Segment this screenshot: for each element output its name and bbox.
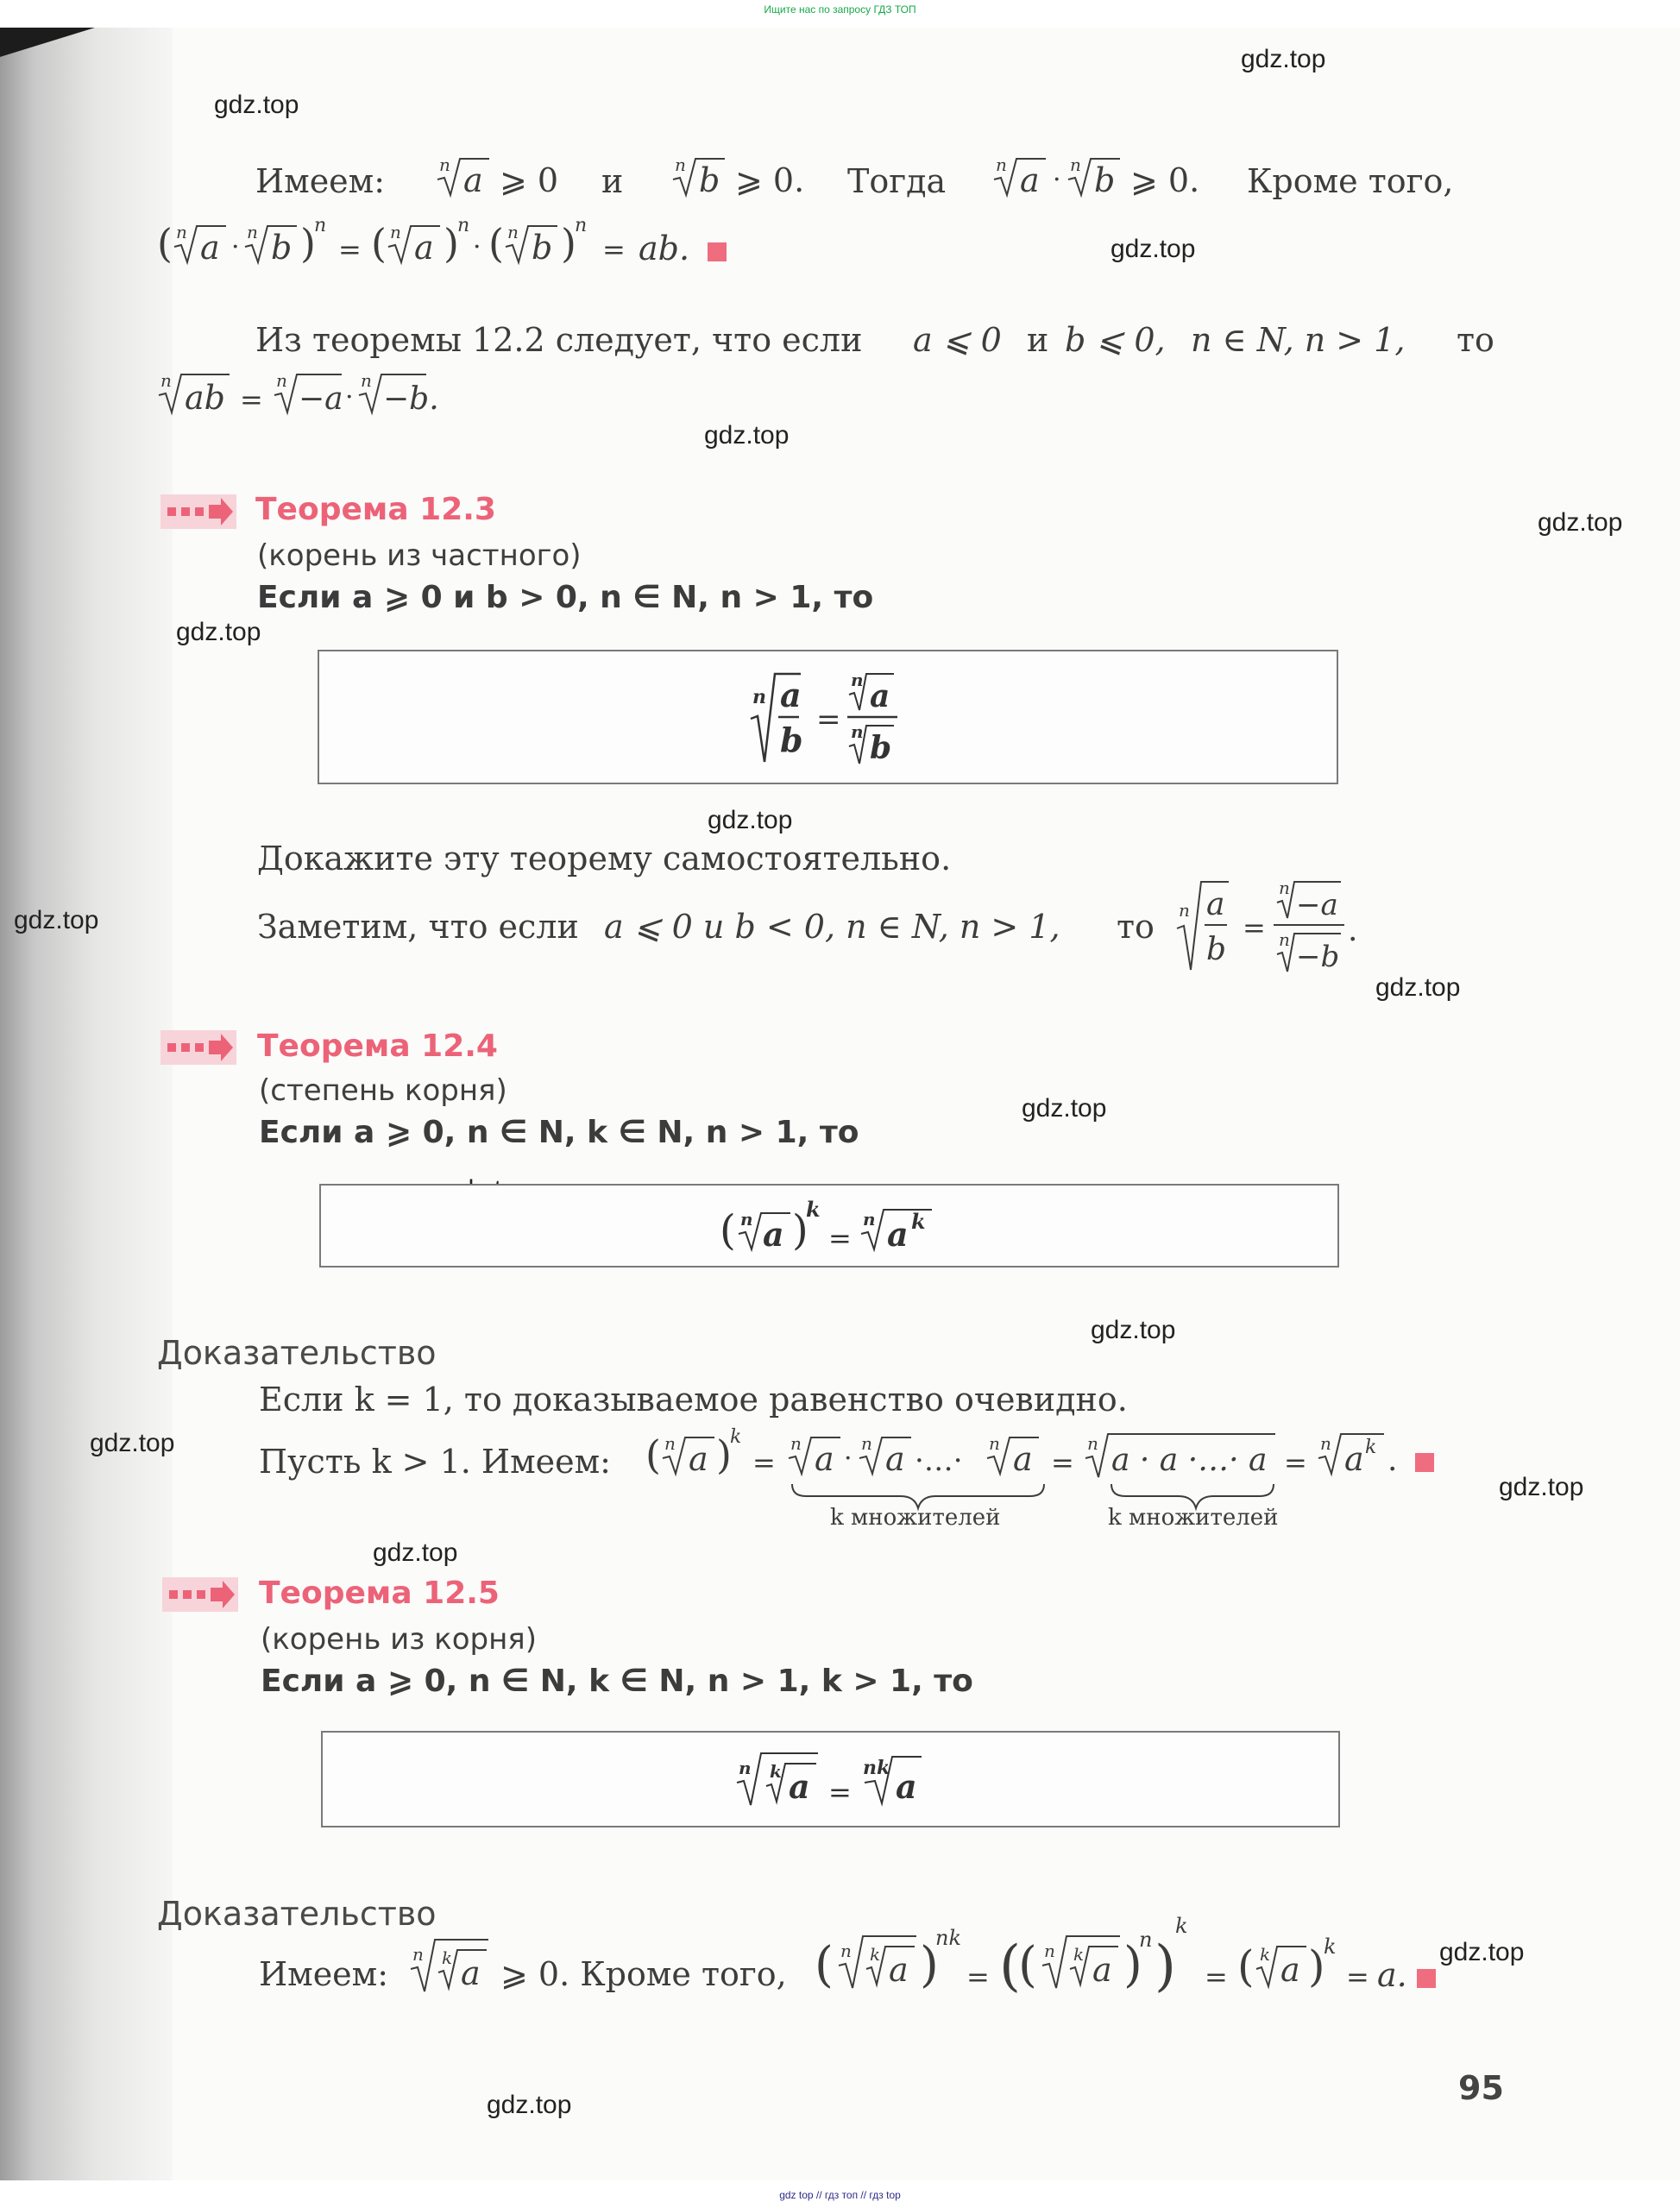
svg-text:=: =: [240, 383, 263, 416]
svg-text:.: .: [1348, 913, 1358, 948]
svg-text:n: n: [740, 1209, 753, 1230]
svg-text:·: ·: [844, 1444, 853, 1474]
svg-text:): ): [1155, 1934, 1176, 1998]
svg-text:): ): [561, 220, 576, 267]
page-number: 95: [1458, 2069, 1504, 2107]
svg-text:⩾ 0: ⩾ 0: [500, 161, 559, 199]
svg-text:b: b: [699, 161, 720, 199]
proof-12-4-line1: Если k = 1, то доказываемое равенство очевидно.: [259, 1381, 1128, 1419]
svg-text:k: k: [806, 1197, 821, 1222]
svg-text:n: n: [989, 1433, 1000, 1454]
theorem-12-4-subtitle: (степень корня): [259, 1073, 507, 1108]
proof-12-4-line2-lead: Пусть k > 1. Имеем:: [259, 1443, 611, 1481]
svg-text:n: n: [1044, 1941, 1055, 1961]
theorem-arrow-icon: [160, 1030, 236, 1065]
svg-text:n: n: [851, 721, 864, 742]
svg-text:n: n: [276, 370, 287, 391]
svg-text:): ): [1123, 1937, 1142, 1993]
svg-text:a: a: [870, 678, 890, 714]
watermark: gdz.top: [704, 421, 790, 450]
svg-text:n: n: [412, 1944, 424, 1965]
proof-heading: Доказательство: [157, 1334, 437, 1372]
watermark: gdz.top: [708, 806, 793, 834]
watermark: gdz.top: [214, 91, 299, 119]
proof-12-5-mid: ⩾ 0. Кроме того,: [500, 1955, 787, 1993]
svg-text:k: k: [442, 1947, 453, 1968]
svg-text:−a: −a: [1296, 888, 1338, 922]
bottom-link-note[interactable]: gdz top // гдз топ // гдз top: [779, 2189, 901, 2201]
p1-equation-end: ab.: [639, 230, 690, 267]
svg-text:n: n: [1279, 878, 1290, 898]
p1-product-power-identity: [157, 212, 675, 276]
svg-text:a: a: [461, 1954, 481, 1992]
svg-text:=: =: [1205, 1960, 1228, 1993]
svg-text:a: a: [896, 1767, 917, 1806]
p2-text: Из теоремы 12.2 следует, что если: [255, 321, 863, 359]
svg-text:·: ·: [473, 232, 481, 262]
note-root-quotient-negative: [1175, 877, 1365, 980]
svg-text:=: =: [1346, 1960, 1369, 1993]
note-then: то: [1117, 908, 1155, 946]
watermark: gdz.top: [373, 1538, 458, 1567]
p2-root-product-negative: [157, 369, 468, 425]
svg-text:a: a: [689, 1440, 708, 1478]
qed-marker: [1417, 1969, 1436, 1991]
svg-text:a: a: [889, 1951, 909, 1989]
svg-text:=: =: [828, 1222, 852, 1255]
svg-text:b: b: [1206, 932, 1227, 967]
prove-yourself-text: Докажите эту теорему самостоятельно.: [257, 840, 952, 878]
svg-text:a: a: [887, 1215, 909, 1254]
svg-text:a: a: [200, 229, 220, 267]
svg-text:n: n: [752, 686, 766, 708]
svg-text:=: =: [828, 1776, 852, 1809]
svg-text:(: (: [999, 1934, 1021, 1998]
power-of-root-formula: [720, 1194, 944, 1263]
theorem-12-3-condition: Если a ⩾ 0 и b > 0, n ∈ N, n > 1, то: [257, 580, 874, 615]
svg-text:n: n: [1070, 154, 1081, 175]
theorem-12-4-title: Теорема 12.4: [257, 1029, 498, 1064]
watermark: gdz.top: [176, 618, 261, 646]
svg-text:=: =: [1051, 1446, 1074, 1479]
svg-text:n: n: [1087, 1433, 1098, 1454]
svg-text:a: a: [1280, 1951, 1300, 1989]
svg-text:b: b: [271, 229, 293, 267]
svg-text:n: n: [1320, 1433, 1331, 1454]
svg-text:a · a ·…· a: a · a ·…· a: [1111, 1443, 1268, 1478]
svg-text:n: n: [390, 222, 401, 242]
theorem-arrow-icon: [160, 494, 236, 529]
svg-text:k: k: [730, 1426, 742, 1448]
proof-12-5-chain: [815, 1909, 1427, 2016]
svg-text:n: n: [575, 215, 588, 236]
p2-then: то: [1457, 321, 1494, 359]
svg-text:a: a: [885, 1440, 905, 1478]
svg-text:a: a: [815, 1440, 834, 1478]
svg-text:.: .: [1387, 1443, 1398, 1478]
svg-text:⩾ 0.: ⩾ 0.: [735, 161, 805, 199]
svg-text:n: n: [361, 370, 372, 391]
qed-marker: [708, 242, 727, 265]
svg-text:n: n: [1139, 1928, 1153, 1952]
svg-text:a.: a.: [1377, 1956, 1407, 1994]
svg-text:n: n: [457, 215, 470, 236]
watermark: gdz.top: [90, 1429, 175, 1457]
svg-text:⩾ 0.: ⩾ 0.: [1130, 161, 1200, 199]
svg-text:(: (: [1237, 1941, 1255, 1991]
svg-text:(: (: [720, 1206, 736, 1255]
note-condition: a ⩽ 0 и b < 0, n ∈ N, n > 1,: [604, 908, 1060, 946]
svg-text:k: k: [770, 1761, 782, 1782]
qed-marker: [1415, 1453, 1434, 1475]
svg-text:a: a: [1020, 161, 1040, 199]
svg-text:b: b: [1094, 161, 1116, 199]
svg-text:=: =: [1243, 911, 1266, 944]
p1-besides: Кроме того,: [1247, 162, 1454, 200]
svg-text:b: b: [780, 720, 803, 759]
theorem-12-3-formula-box: [318, 650, 1338, 784]
page-corner: [0, 28, 95, 57]
svg-text:−b: −b: [1296, 940, 1340, 974]
svg-text:n: n: [675, 154, 686, 175]
theorem-12-3-title: Теорема 12.3: [255, 492, 496, 527]
theorem-12-5-condition: Если a ⩾ 0, n ∈ N, k ∈ N, n > 1, k > 1, то: [261, 1664, 973, 1699]
svg-text:a: a: [1206, 887, 1225, 922]
brace-label-factors: k множителей: [830, 1505, 1001, 1531]
theorem-12-5-subtitle: (корень из корня): [261, 1622, 538, 1657]
svg-text:k: k: [870, 1944, 881, 1965]
p1-then: Тогда: [847, 162, 947, 200]
svg-text:(: (: [488, 220, 504, 267]
watermark: gdz.top: [1111, 235, 1196, 263]
brace-label-factors: k множителей: [1108, 1505, 1279, 1531]
watermark: gdz.top: [1439, 1938, 1525, 1966]
svg-text:a: a: [763, 1215, 784, 1254]
watermark: gdz.top: [1499, 1473, 1584, 1501]
svg-text:b: b: [870, 730, 892, 766]
svg-text:n: n: [160, 370, 172, 391]
svg-text:n: n: [176, 222, 187, 242]
svg-text:(: (: [815, 1937, 834, 1993]
svg-text:a: a: [463, 161, 483, 199]
svg-text:a: a: [414, 229, 434, 267]
svg-text:a: a: [789, 1767, 810, 1806]
svg-text:=: =: [752, 1446, 776, 1479]
proof-heading: Доказательство: [157, 1895, 437, 1933]
svg-text:n: n: [247, 222, 258, 242]
book-spine-shadow: [0, 28, 173, 2180]
svg-text:a: a: [1092, 1951, 1112, 1989]
watermark: gdz.top: [1375, 973, 1461, 1002]
watermark: gdz.top: [1022, 1094, 1107, 1123]
svg-text:n: n: [1179, 900, 1190, 921]
svg-text:·: ·: [345, 382, 354, 412]
svg-text:·: ·: [231, 232, 240, 262]
svg-text:(: (: [157, 220, 173, 267]
svg-text:n: n: [861, 1433, 872, 1454]
svg-text:): ): [444, 220, 459, 267]
svg-text:n: n: [314, 215, 327, 236]
watermark: gdz.top: [487, 2091, 572, 2119]
svg-text:−a: −a: [299, 381, 343, 417]
svg-text:): ): [300, 220, 316, 267]
p1-root-a-nonneg: [436, 154, 574, 205]
svg-text:): ): [716, 1431, 732, 1478]
watermark: gdz.top: [1241, 45, 1326, 73]
proof-12-4-expansion: [645, 1415, 1439, 1532]
note-lead: Заметим, что если: [257, 908, 579, 946]
svg-text:=: =: [816, 702, 841, 737]
svg-text:k: k: [1073, 1944, 1085, 1965]
p2-and: и: [1027, 321, 1049, 359]
svg-text:n: n: [1279, 929, 1290, 950]
root-of-root-formula: [735, 1745, 942, 1817]
svg-text:a: a: [780, 676, 802, 714]
top-search-note[interactable]: Ищите нас по запросу ГДЗ ТОП: [764, 3, 916, 16]
svg-text:k: k: [1175, 1914, 1188, 1938]
watermark: gdz.top: [14, 906, 99, 934]
svg-text:n: n: [739, 1758, 752, 1778]
svg-text:k: k: [911, 1209, 926, 1234]
svg-text:n: n: [851, 670, 864, 690]
p1-root-b-nonneg: [671, 154, 809, 205]
svg-text:k: k: [1365, 1437, 1377, 1458]
svg-text:): ): [792, 1206, 809, 1255]
svg-text:·…·: ·…·: [915, 1444, 963, 1478]
svg-text:k: k: [1324, 1934, 1337, 1959]
theorem-12-4-formula-box: [319, 1184, 1339, 1268]
watermark: gdz.top: [1091, 1316, 1176, 1344]
svg-text:=: =: [1284, 1446, 1307, 1479]
svg-text:n: n: [790, 1433, 802, 1454]
svg-text:n: n: [863, 1209, 876, 1230]
theorem-12-4-condition: Если a ⩾ 0, n ∈ N, k ∈ N, n > 1, то: [259, 1115, 859, 1150]
p1-product-nonneg: [992, 154, 1208, 205]
svg-text:−b.: −b.: [383, 381, 439, 417]
svg-text:=: =: [338, 233, 362, 266]
svg-text:n: n: [439, 154, 450, 175]
svg-text:(: (: [1018, 1937, 1037, 1993]
p1-and: и: [601, 162, 624, 200]
svg-text:ab: ab: [185, 379, 225, 417]
svg-text:n: n: [996, 154, 1007, 175]
svg-text:(: (: [371, 220, 387, 267]
theorem-12-3-subtitle: (корень из частного): [257, 538, 582, 573]
svg-text:a: a: [1013, 1440, 1033, 1478]
svg-text:b: b: [532, 229, 553, 267]
svg-text:n: n: [664, 1433, 676, 1454]
svg-text:=: =: [966, 1960, 990, 1993]
p2-cond-n: n ∈ N, n > 1,: [1191, 321, 1406, 359]
theorem-12-5-title: Теорема 12.5: [259, 1576, 500, 1611]
svg-text:(: (: [645, 1431, 661, 1478]
svg-text:a: a: [1344, 1440, 1364, 1478]
svg-text:=: =: [602, 233, 626, 266]
svg-text:): ): [1308, 1941, 1325, 1991]
svg-text:): ): [920, 1937, 939, 1993]
p2-cond-a: a ⩽ 0: [913, 321, 1002, 359]
svg-text:n: n: [840, 1941, 852, 1961]
proof-12-5-root-of-root: [409, 1934, 495, 2007]
svg-text:nk: nk: [863, 1757, 890, 1779]
theorem-arrow-icon: [162, 1577, 238, 1612]
p1-lead: Имеем:: [255, 162, 386, 200]
svg-text:nk: nk: [935, 1926, 961, 1950]
svg-text:·: ·: [1053, 165, 1061, 195]
svg-text:n: n: [507, 222, 519, 242]
svg-text:k: k: [1260, 1944, 1271, 1965]
p2-cond-b: b ⩽ 0,: [1065, 321, 1166, 359]
root-of-quotient-formula: [749, 669, 913, 769]
watermark: gdz.top: [1538, 508, 1623, 537]
theorem-12-5-formula-box: [321, 1731, 1340, 1827]
proof-12-5-lead: Имеем:: [259, 1955, 389, 1993]
